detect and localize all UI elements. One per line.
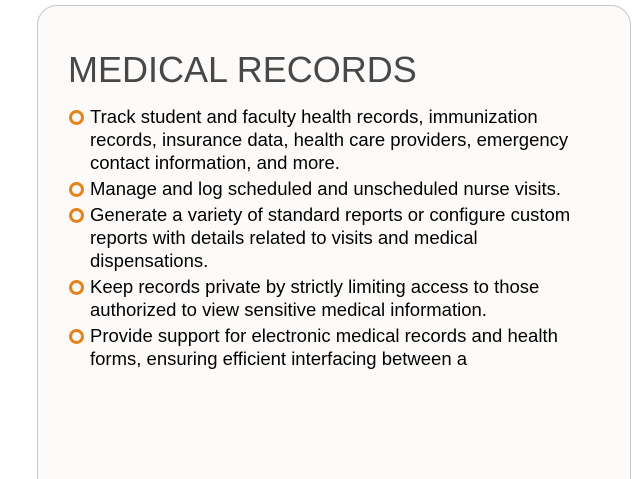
bullet-text: Keep records private by strictly limiting access to those authorized to view sensitive medical information. xyxy=(90,276,540,320)
bullet-list xyxy=(68,105,583,373)
bullet-item-reports xyxy=(68,203,583,272)
bullet-item-privacy xyxy=(68,275,583,321)
bullet-text: Track student and faculty health records, immunization records, insurance data, health care providers, emergency contact information, and more. xyxy=(90,106,569,173)
bullet-text: Generate a variety of standard reports or configure custom reports with details related to visits and medical dispensations. xyxy=(90,204,571,271)
bullet-item-electronic-records xyxy=(68,324,583,370)
hollow-circle-bullet-icon xyxy=(69,182,84,197)
bullet-text: Provide support for electronic medical records and health forms, ensuring efficient interfacing between a xyxy=(90,325,558,369)
hollow-circle-bullet-icon xyxy=(69,208,84,223)
bullet-text: Manage and log scheduled and unscheduled nurse visits. xyxy=(90,178,562,199)
bullet-item-track-records xyxy=(68,105,583,174)
hollow-circle-bullet-icon xyxy=(69,110,84,125)
slide-title: MEDICAL RECORDS xyxy=(68,49,417,90)
hollow-circle-bullet-icon xyxy=(69,329,84,344)
bullet-item-nurse-visits xyxy=(68,177,583,200)
hollow-circle-bullet-icon xyxy=(69,280,84,295)
